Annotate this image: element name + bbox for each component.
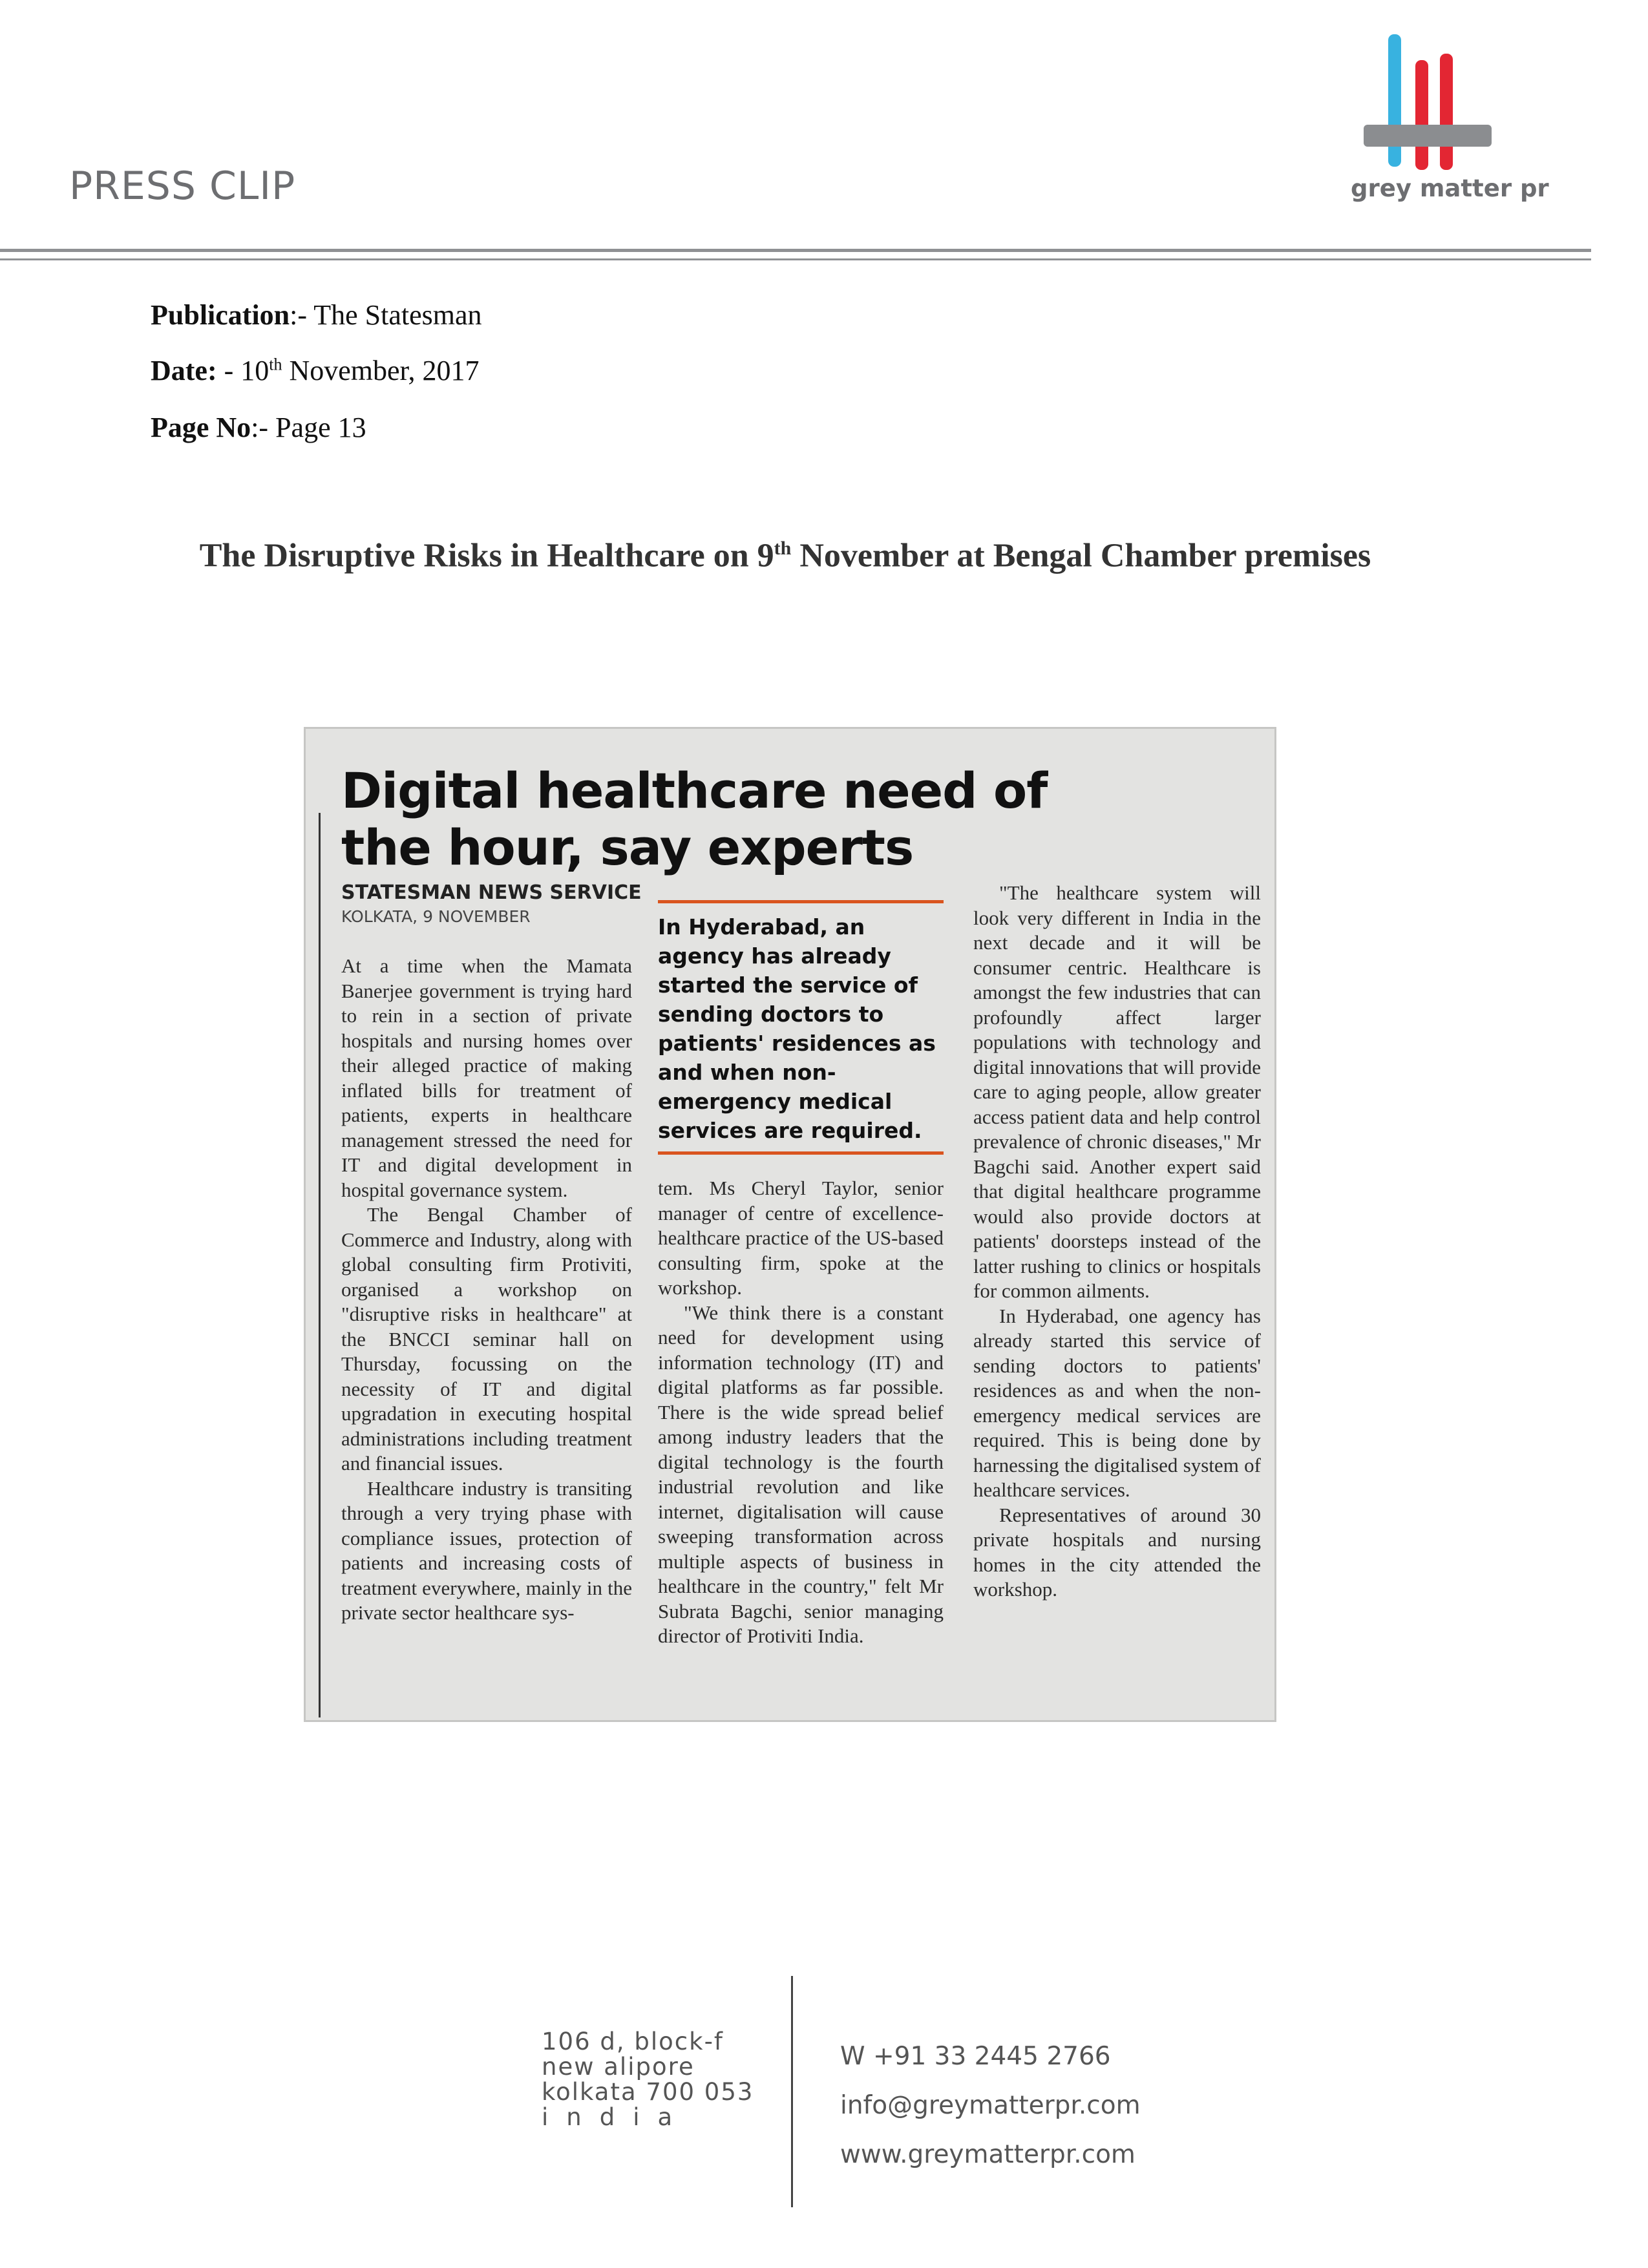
footer-contact (840, 2032, 1141, 2179)
headline-part2: November at Bengal Chamber premises (791, 537, 1371, 574)
article-column-2 (658, 1176, 944, 1649)
col2-paragraph-2: "We think there is a constant need for development using information technology (IT) and digital platforms as far possible. There is the wide spread belief among industry leaders that the digital technology is the fourth industrial revolution and like internet, digitalisation will cause sweeping transformation across multiple aspects of business in healthcare in the country," felt Mr Subrata Bagchi, senior managing director of Protiviti India. (658, 1301, 944, 1647)
article-dateline: KOLKATA, 9 NOVEMBER (341, 907, 531, 926)
col1-paragraph-1: At a time when the Mamata Banerjee government is trying hard to rein in a section of private hospitals and nursing homes over their alleged practice of making inflated bills for treatment of patients, experts in healthcare management stressed the need for IT and digital development in hospital governance system. (341, 954, 632, 1201)
address-line-3: kolkata 700 053 (542, 2078, 754, 2106)
address-line-1: 106 d, block-f (542, 2028, 724, 2055)
article-column-3 (973, 881, 1261, 1602)
logo-red-bar-1 (1415, 60, 1428, 170)
pull-quote: In Hyderabad, an agency has already started the service of sending doctors to patients' residences as and when non-emergency medical services are required. (658, 900, 944, 1155)
logo-grey-bar (1364, 125, 1492, 147)
address-line-2: new alipore (542, 2053, 695, 2081)
grey-matter-logo (1351, 29, 1549, 207)
header-divider (0, 249, 1591, 252)
date-label: Date: (151, 355, 217, 386)
article-title-line1: Digital healthcare need of (341, 762, 1048, 819)
press-clip-label: PRESS CLIP (69, 163, 296, 209)
logo-blue-bar (1388, 34, 1401, 167)
article-column-1 (341, 954, 632, 1626)
page-value: :- Page 13 (251, 412, 366, 443)
page-line (151, 411, 366, 444)
footer-address (542, 2029, 754, 2130)
col1-paragraph-2: The Bengal Chamber of Commerce and Industry, along with global consulting firm Protiviti, organised a workshop on "disruptive risks in healthcare" at the BNCCI seminar hall on Thursday, focussing on the necessity of IT and digital upgradation in executing hospital administrations including treatment and financial issues. (341, 1203, 632, 1475)
newspaper-clipping (304, 727, 1276, 1722)
date-rest: November, 2017 (282, 355, 480, 386)
article-title (341, 762, 1047, 876)
email-link[interactable]: info@greymatterpr.com (840, 2091, 1141, 2120)
date-line (151, 354, 479, 387)
headline-sup: th (774, 538, 792, 559)
page-headline (97, 517, 1474, 587)
logo-text: grey matter pr (1351, 174, 1549, 202)
headline-part1: The Disruptive Risks in Healthcare on 9 (199, 537, 774, 574)
col1-paragraph-3: Healthcare industry is transiting through a very trying phase with compliance issues, protection of patients and increasing costs of treatment everywhere, mainly in the private sector healthcare sys- (341, 1476, 632, 1624)
header-divider-thin (0, 258, 1591, 260)
logo-red-bar-2 (1440, 54, 1453, 170)
address-line-4: india (542, 2103, 691, 2131)
phone-number: W +91 33 2445 2766 (840, 2042, 1111, 2071)
website-link[interactable]: www.greymatterpr.com (840, 2140, 1136, 2169)
publication-label: Publication (151, 299, 290, 331)
col3-paragraph-2: In Hyderabad, one agency has already started this service of sending doctors to patients' residences as and when the non-emergency medical services are required. This is being done by harnessing the digitalised system of healthcare services. (973, 1304, 1261, 1501)
col3-paragraph-3: Representatives of around 30 private hospitals and nursing homes in the city attended the workshop. (973, 1503, 1261, 1601)
publication-value: :- The Statesman (290, 299, 482, 331)
date-prefix: - 10 (217, 355, 269, 386)
clipping-left-rule (319, 813, 321, 1717)
page-label: Page No (151, 412, 251, 443)
footer-divider (791, 1976, 793, 2207)
article-title-line2: the hour, say experts (341, 819, 914, 876)
col2-paragraph-1: tem. Ms Cheryl Taylor, senior manager of centre of excellence-healthcare practice of the US-based consulting firm, spoke at the workshop. (658, 1177, 944, 1299)
article-byline: STATESMAN NEWS SERVICE (341, 881, 642, 904)
publication-line (151, 299, 482, 331)
date-suffix: th (269, 355, 282, 374)
col3-paragraph-1: "The healthcare system will look very different in India in the next decade and it will be consumer centric. Healthcare is amongst the few industries that can profoundly affect larger populations with technology and digital innovations that will provide care to aging people, allow greater access patient data and help control prevalence of chronic diseases," Mr Bagchi said. Another expert said that digital healthcare programme would also provide doctors at patients' doorsteps instead of the latter rushing to clinics or hospitals for common ailments. (973, 881, 1261, 1302)
